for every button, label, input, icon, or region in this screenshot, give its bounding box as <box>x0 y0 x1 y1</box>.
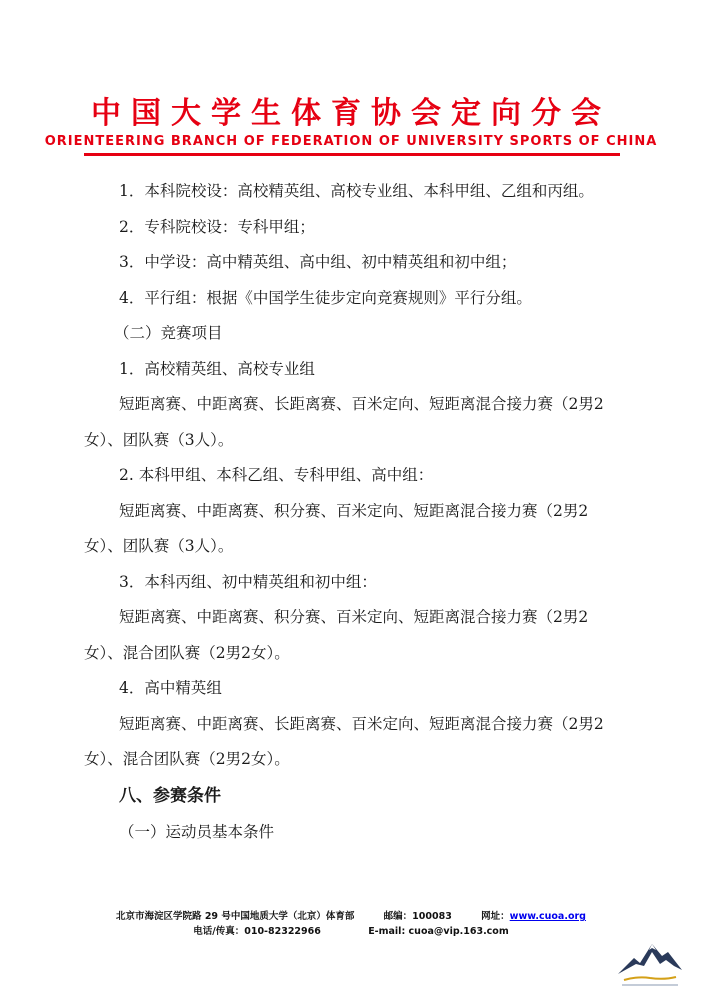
letterhead-subtitle: ORIENTEERING BRANCH OF FEDERATION OF UNIVERSITY SPORTS OF CHINA <box>44 134 658 149</box>
footer-address: 北京市海淀区学院路 29 号中国地质大学（北京）体育部 <box>116 911 355 922</box>
paragraph-event-list-2: 短距离赛、中距离赛、积分赛、百米定向、短距离混合接力赛（2男2女）、团队赛（3人）。 <box>84 501 589 555</box>
footer-website-label: 网址： <box>481 911 510 922</box>
paragraph-college-groups: 2．专科院校设：专科甲组； <box>119 217 315 236</box>
footer-phone: 电话/传真：010-82322966 <box>193 926 321 937</box>
letterhead-rule <box>84 153 620 156</box>
mountain-logo-icon <box>616 936 684 988</box>
paragraph-event-list-3: 短距离赛、中距离赛、积分赛、百米定向、短距离混合接力赛（2男2女）、混合团队赛（2男2女）。 <box>84 608 589 662</box>
letterhead-title: 中国大学生体育协会定向分会 <box>91 96 611 131</box>
paragraph-undergrad-groups: 1．本科院校设：高校精英组、高校专业组、本科甲组、乙组和丙组。 <box>119 182 594 200</box>
paragraph-event-list-4: 短距离赛、中距离赛、长距离赛、百米定向、短距离混合接力赛（2男2女）、混合团队赛（2男2女）。 <box>84 714 604 768</box>
paragraph-parallel-groups: 4．平行组：根据《中国学生徒步定向竞赛规则》平行分组。 <box>119 288 532 307</box>
footer-email: E-mail: cuoa@vip.163.com <box>368 926 509 937</box>
section-heading-eligibility: 八、参赛条件 <box>119 785 221 806</box>
footer-contact-line <box>0 923 702 937</box>
paragraph-event-group-4: 4．高中精英组 <box>119 679 222 697</box>
paragraph-event-group-1: 1．高校精英组、高校专业组 <box>119 359 315 378</box>
section-heading-events: （二）竞赛项目 <box>114 324 223 342</box>
subsection-athlete-conditions: （一）运动员基本条件 <box>119 822 275 841</box>
paragraph-event-group-3: 3．本科丙组、初中精英组和初中组： <box>119 572 377 591</box>
paragraph-event-list-1: 短距离赛、中距离赛、长距离赛、百米定向、短距离混合接力赛（2男2女）、团队赛（3人）。 <box>84 395 604 449</box>
document-body <box>84 174 624 850</box>
paragraph-school-groups: 3．中学设：高中精英组、高中组、初中精英组和初中组； <box>119 253 517 271</box>
footer-address-line <box>0 908 702 922</box>
paragraph-event-group-2: 2. 本科甲组、本科乙组、专科甲组、高中组： <box>119 466 434 484</box>
footer-postcode: 邮编：100083 <box>383 911 452 922</box>
footer-website-link[interactable]: www.cuoa.org <box>509 911 586 922</box>
